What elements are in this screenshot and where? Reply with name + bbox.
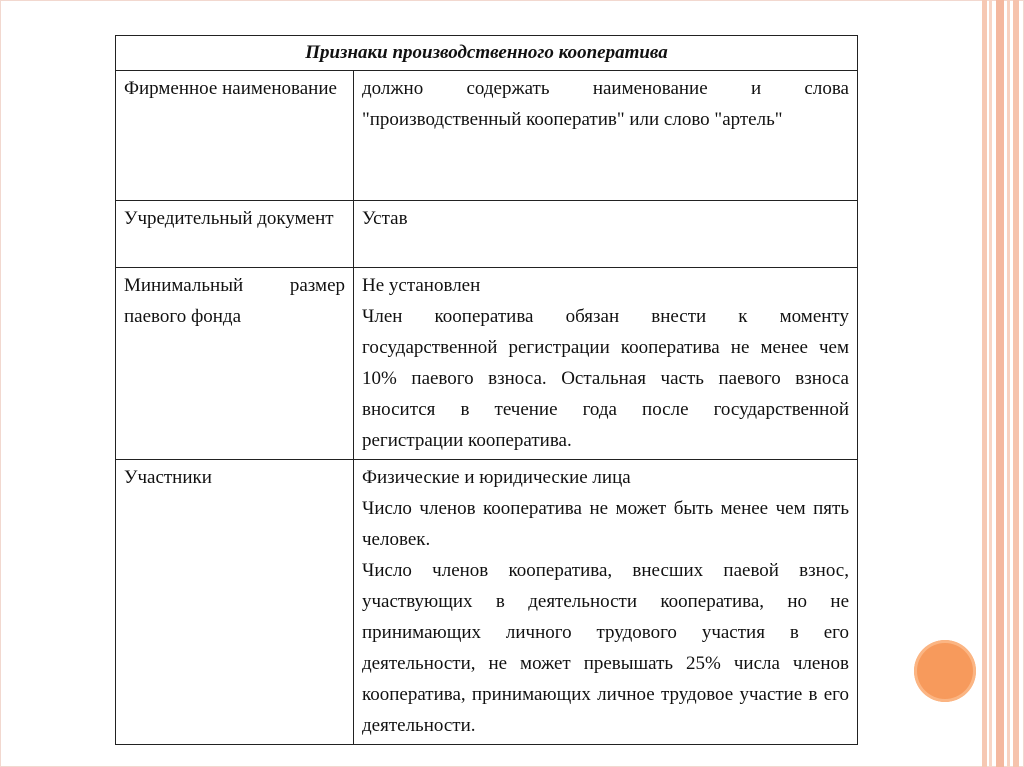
row-label: Минимальный размер паевого фонда xyxy=(116,268,354,460)
row-label: Фирменное наименование xyxy=(116,71,354,201)
row-paragraph: Физические и юридические лица xyxy=(362,467,631,488)
decor-stripe xyxy=(996,0,1004,767)
decor-stripe xyxy=(1013,0,1019,767)
row-paragraph: Число членов кооператива не может быть менее чем пять человек. xyxy=(362,498,849,550)
row-value xyxy=(354,268,858,460)
row-paragraph: Не установлен xyxy=(362,275,481,296)
decor-circle xyxy=(914,640,976,702)
table-row xyxy=(116,71,858,201)
row-paragraph: Устав xyxy=(362,208,408,229)
cooperative-features-table xyxy=(115,35,858,745)
table-row xyxy=(116,460,858,745)
row-paragraph: Член кооператива обязан внести к моменту государственной регистрации кооператива не менее чем 10% паевого взноса. Остальная часть паевого взноса вносится в течение года после государственной регистрации кооператива. xyxy=(362,306,849,451)
row-value xyxy=(354,201,858,268)
row-paragraph: Число членов кооператива, внесших паевой взнос, участвующих в деятельности кооператива, но не принимающих личного трудового участия в его деятельности, не может превышать 25% числа членов кооператива, принимающих личное трудовое участие в его деятельности. xyxy=(362,560,849,736)
decor-stripe xyxy=(982,0,987,767)
decor-stripe xyxy=(1007,0,1010,767)
table-row xyxy=(116,201,858,268)
row-paragraph: должно содержать наименование и слова "производственный кооператив" или слово "артель" xyxy=(362,78,849,130)
row-label: Учредительный документ xyxy=(116,201,354,268)
table-header-row xyxy=(116,36,858,71)
table-row xyxy=(116,268,858,460)
decor-stripe xyxy=(989,0,992,767)
row-label: Участники xyxy=(116,460,354,745)
row-value xyxy=(354,460,858,745)
table-title: Признаки производственного кооператива xyxy=(116,36,858,71)
row-value xyxy=(354,71,858,201)
